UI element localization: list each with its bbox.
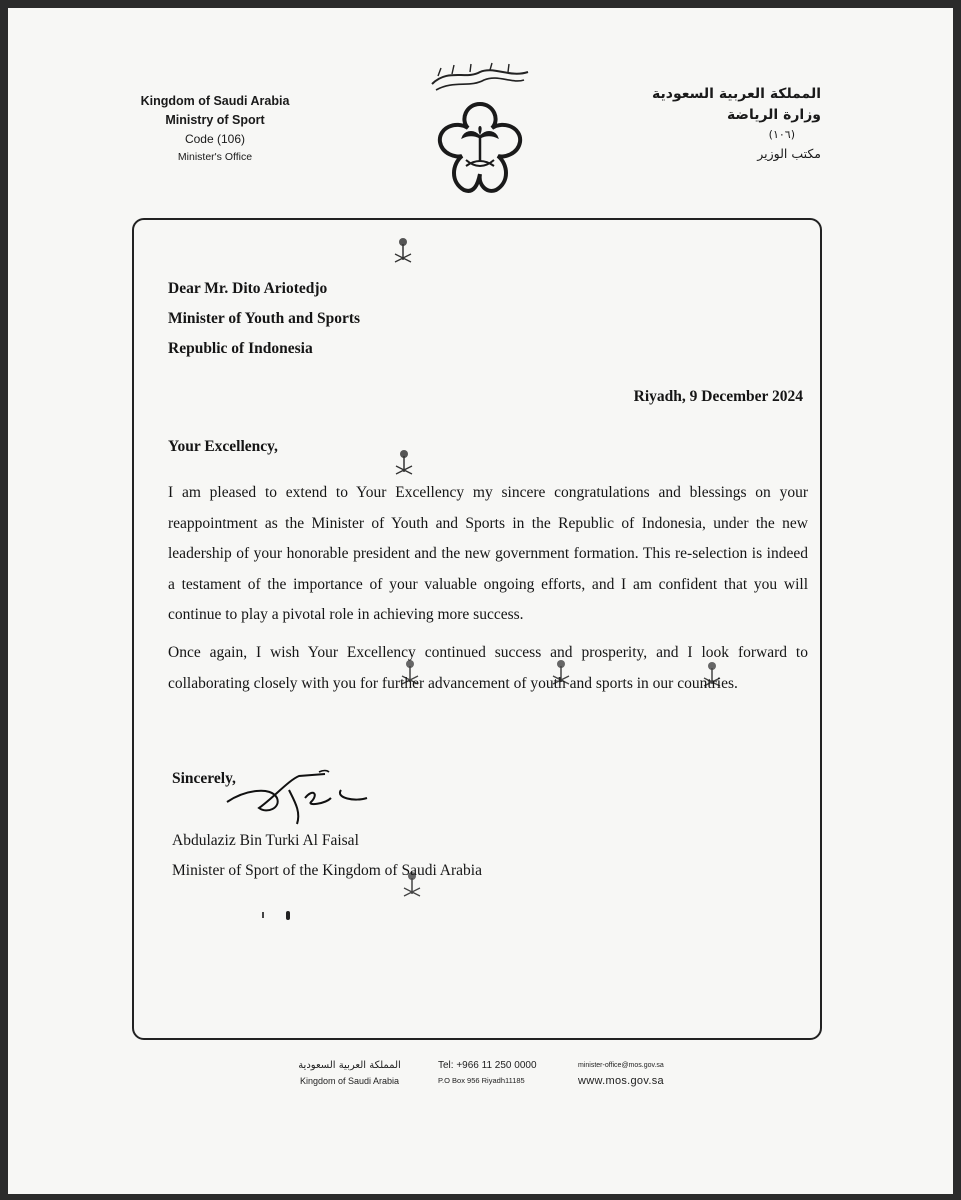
header-ar-code: (١٠٦)	[768, 128, 795, 141]
recipient-country: Republic of Indonesia	[168, 340, 313, 357]
header-en-country: Kingdom of Saudi Arabia	[140, 94, 290, 108]
header-en-office: Minister's Office	[177, 151, 253, 163]
footer-en-name: Kingdom of Saudi Arabia	[299, 1076, 400, 1086]
footer-org	[282, 1058, 417, 1088]
header-ar-office: مكتب الوزير	[757, 146, 821, 161]
signer-title: Minister of Sport of the Kingdom of Saudi Arabia	[172, 862, 482, 879]
recipient-name: Dear Mr. Dito Ariotedjo	[168, 280, 328, 297]
header-en-code: Code (106)	[184, 132, 246, 146]
closing: Sincerely,	[172, 770, 236, 787]
header-en-ministry: Ministry of Sport	[165, 113, 265, 127]
letter-date: Riyadh, 9 December 2024	[633, 388, 803, 405]
salutation: Your Excellency,	[168, 438, 278, 455]
footer-ar-name: المملكة العربية السعودية	[298, 1060, 401, 1071]
palm-stamp-icon	[393, 236, 413, 266]
recipient-block	[168, 274, 360, 364]
header-ar-country: المملكة العربية السعودية	[652, 86, 821, 102]
footer-tel: Tel: +966 11 250 0000	[438, 1060, 537, 1071]
footer-email[interactable]: minister-office@mos.gov.sa	[578, 1062, 664, 1069]
header-english	[110, 92, 320, 166]
header-ar-ministry: وزارة الرياضة	[726, 107, 821, 123]
footer-contact	[438, 1058, 537, 1088]
paragraph-1: I am pleased to extend to Your Excellency my sincere congratulations and blessings on your reappointment as the Minister of Youth and Sports in the Republic of Indonesia, under the new leadership of your honorable president and the new government formation. This re-selection is indeed a testament of the importance of your valuable ongoing efforts, and I am confident that you will continue to play a pivotal role in achieving more success.	[168, 484, 808, 623]
footer-web	[578, 1058, 664, 1088]
palm-stamp-icon	[394, 448, 414, 478]
header-arabic	[601, 84, 821, 164]
saudi-emblem-icon	[418, 62, 542, 202]
footer-pobox: P.O Box 956 Riyadh11185	[438, 1076, 525, 1085]
signer-block	[172, 826, 482, 886]
paragraph-2: Once again, I wish Your Excellency continued success and prosperity, and I look forward to collaborating closely with you for further advancement of youth and sports in our countries.	[168, 644, 808, 692]
ink-marks	[260, 908, 300, 924]
signature-icon	[215, 768, 375, 828]
footer-website[interactable]: www.mos.gov.sa	[578, 1075, 664, 1087]
recipient-title: Minister of Youth and Sports	[168, 310, 361, 327]
signer-name: Abdulaziz Bin Turki Al Faisal	[172, 832, 359, 849]
